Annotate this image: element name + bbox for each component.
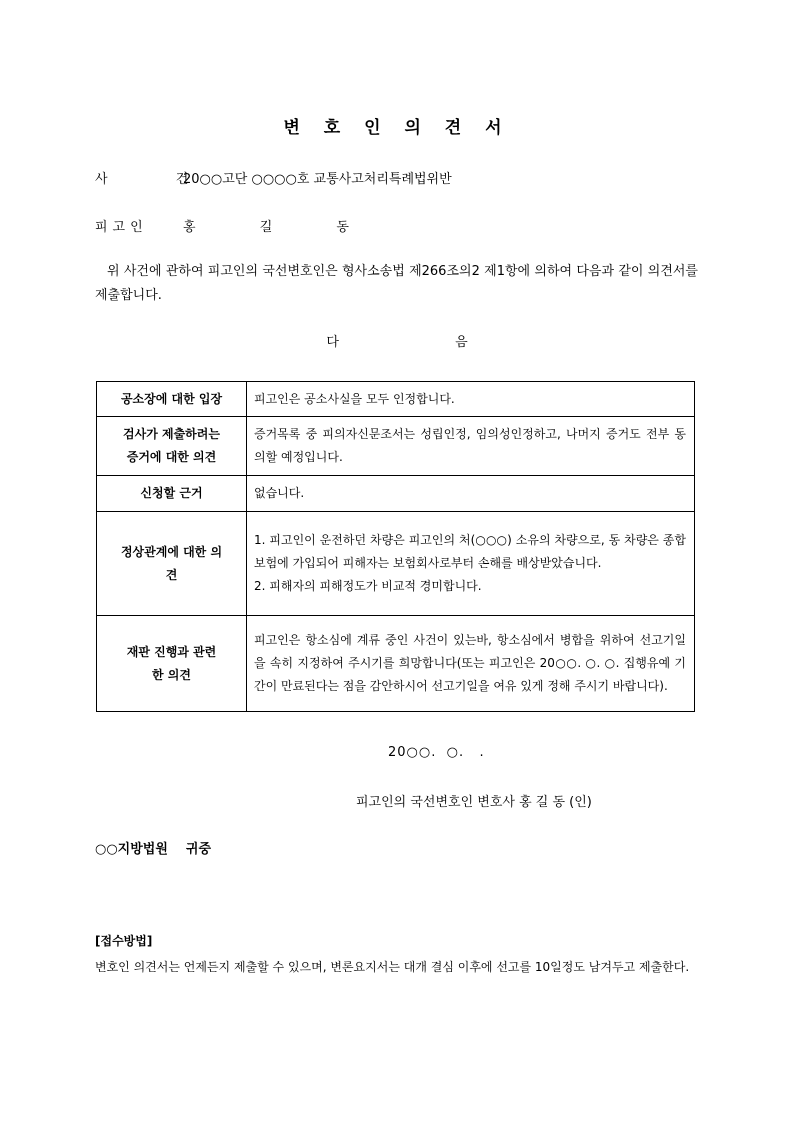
method-body: 변호인 의견서는 언제든지 제출할 수 있으며, 변론요지서는 대개 결심 이후에 선고를 10일정도 남겨두고 제출한다. bbox=[95, 960, 690, 974]
case-label: 사 건 bbox=[95, 172, 221, 187]
content-line: 없습니다. bbox=[254, 486, 305, 500]
table-row bbox=[97, 616, 695, 712]
case-value: 20○○고단 ○○○○호 교통사고처리특례법위반 bbox=[183, 172, 452, 187]
court-honorific: 귀중 bbox=[185, 842, 212, 857]
content-line: 1. 피고인이 운전하던 차량은 피고인의 처(○○○) 소유의 차량으로, 동 차량은 종합보험에 가입되어 피해자는 보험회사로부터 손해를 배상받았습니다. bbox=[254, 533, 686, 570]
section-heading: 다 음 bbox=[326, 335, 524, 350]
table-row bbox=[97, 476, 695, 512]
method-heading: [접수방법] bbox=[95, 934, 153, 948]
row-content bbox=[247, 382, 695, 417]
row-header bbox=[97, 417, 247, 476]
page-title: 변 호 인 의 견 서 bbox=[283, 118, 511, 138]
signature-line: 피고인의 국선변호인 변호사 홍 길 동 (인) bbox=[356, 795, 592, 810]
row-header-text: 정상관계에 대한 의견 bbox=[120, 544, 223, 582]
content-line: 피고인은 항소심에 계류 중인 사건이 있는바, 항소심에서 병합을 위하여 선고기일을 속히 지정하여 주시기를 희망합니다(또는 피고인은 20○○. ○. ○. 집행유예 기간이 만료된다는 점을 감안하시어 선고기일을 여유 있게 정해 주시기 바랍니다). bbox=[254, 633, 686, 693]
row-header-text: 재판 진행과 관련한 의견 bbox=[126, 644, 217, 682]
defendant-label: 피고인 bbox=[95, 220, 148, 235]
row-content bbox=[247, 616, 695, 712]
content-line: 2. 피해자의 피해정도가 비교적 경미합니다. bbox=[254, 579, 482, 593]
opinion-table bbox=[96, 381, 695, 712]
intro-paragraph: 위 사건에 관하여 피고인의 국선변호인은 형사소송법 제266조의2 제1항에 의하여 다음과 같이 의견서를 제출합니다. bbox=[95, 264, 698, 303]
court-addressee bbox=[95, 838, 211, 857]
row-header bbox=[97, 616, 247, 712]
table-row bbox=[97, 512, 695, 616]
court-name: ○○지방법원 bbox=[95, 842, 168, 857]
defendant-name: 홍 길 동 bbox=[183, 220, 379, 235]
table-row bbox=[97, 382, 695, 417]
row-content bbox=[247, 512, 695, 616]
content-line: 피고인은 공소사실을 모두 인정합니다. bbox=[254, 391, 455, 406]
table-row bbox=[97, 417, 695, 476]
row-content bbox=[247, 476, 695, 512]
content-line: 증거목록 중 피의자신문조서는 성립인정, 임의성인정하고, 나머지 증거도 전부 동의할 예정입니다. bbox=[254, 427, 686, 464]
document-date: 20○○. ○. . bbox=[388, 745, 485, 760]
row-content bbox=[247, 417, 695, 476]
row-header: 신청할 근거 bbox=[97, 476, 247, 512]
row-header: 공소장에 대한 입장 bbox=[97, 382, 247, 417]
row-header-text: 검사가 제출하려는 증거에 대한 의견 bbox=[123, 427, 220, 464]
row-header bbox=[97, 512, 247, 616]
